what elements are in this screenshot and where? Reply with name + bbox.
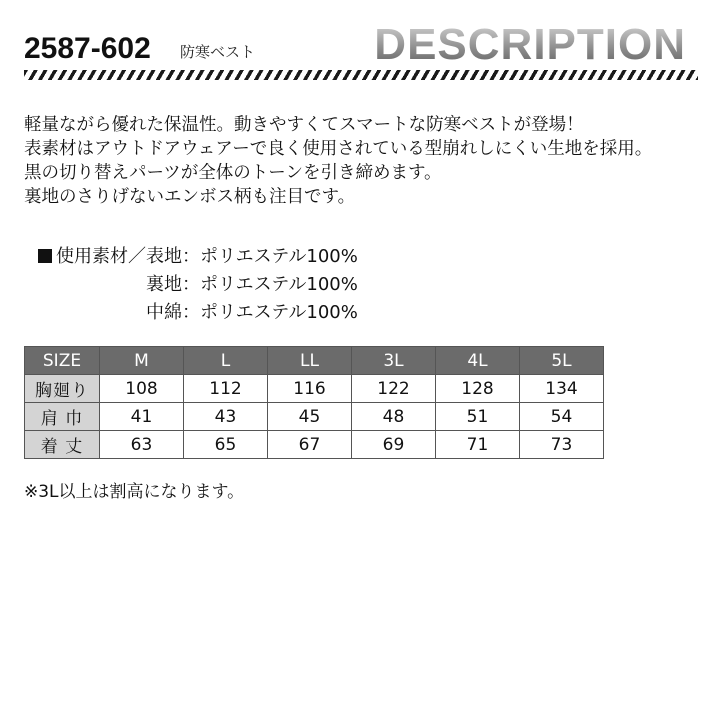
size-header-label: SIZE: [25, 347, 100, 375]
row-label-length: 着 丈: [25, 431, 100, 459]
table-cell: 69: [352, 431, 436, 459]
material-label: 裏地：: [146, 274, 200, 295]
material-label: 中綿：: [146, 302, 200, 323]
row-label-shoulder: 肩 巾: [25, 403, 100, 431]
table-cell: 43: [184, 403, 268, 431]
product-name: 防寒ベスト: [180, 43, 256, 61]
header: [0, 0, 720, 90]
size-column-header: 5L: [520, 347, 604, 375]
pricing-note: ※3L以上は割高になります。: [24, 482, 245, 502]
table-cell: 71: [436, 431, 520, 459]
table-cell: 73: [520, 431, 604, 459]
material-value: ポリエステル100%: [200, 274, 358, 295]
table-cell: 65: [184, 431, 268, 459]
table-cell: 51: [436, 403, 520, 431]
size-column-header: 3L: [352, 347, 436, 375]
size-column-header: M: [100, 347, 184, 375]
material-value: ポリエステル100%: [200, 302, 358, 323]
size-column-header: LL: [268, 347, 352, 375]
table-cell: 122: [352, 375, 436, 403]
material-label-wrap: [24, 243, 200, 271]
description-text: [24, 113, 704, 209]
table-row: [25, 431, 604, 459]
table-cell: 112: [184, 375, 268, 403]
model-number: 2587-602: [24, 32, 151, 65]
table-cell: 54: [520, 403, 604, 431]
table-cell: 108: [100, 375, 184, 403]
striped-divider: [24, 70, 698, 80]
table-cell: 116: [268, 375, 352, 403]
size-header-row: [25, 347, 604, 375]
table-cell: 67: [268, 431, 352, 459]
size-table: [24, 346, 604, 459]
table-cell: 63: [100, 431, 184, 459]
description-line: 軽量ながら優れた保温性。動きやすくてスマートな防寒ベストが登場！: [24, 115, 584, 135]
table-cell: 134: [520, 375, 604, 403]
size-column-header: 4L: [436, 347, 520, 375]
section-title: DESCRIPTION: [374, 20, 686, 69]
material-label: 使用素材／表地：: [56, 246, 200, 267]
material-value: ポリエステル100%: [200, 246, 358, 267]
table-cell: 45: [268, 403, 352, 431]
description-line: 黒の切り替えパーツが全体のトーンを引き締めます。: [24, 163, 442, 183]
materials-block: [24, 243, 358, 327]
table-cell: 128: [436, 375, 520, 403]
square-bullet-icon: [38, 249, 52, 263]
size-column-header: L: [184, 347, 268, 375]
table-row: [25, 375, 604, 403]
material-row: [24, 299, 358, 327]
material-row: [24, 243, 358, 271]
table-row: [25, 403, 604, 431]
row-label-chest: 胸廻り: [25, 375, 100, 403]
material-row: [24, 271, 358, 299]
description-line: 裏地のさりげないエンボス柄も注目です。: [24, 187, 356, 207]
table-cell: 41: [100, 403, 184, 431]
description-line: 表素材はアウトドアウェアーで良く使用されている型崩れしにくい生地を採用。: [24, 139, 653, 159]
table-cell: 48: [352, 403, 436, 431]
